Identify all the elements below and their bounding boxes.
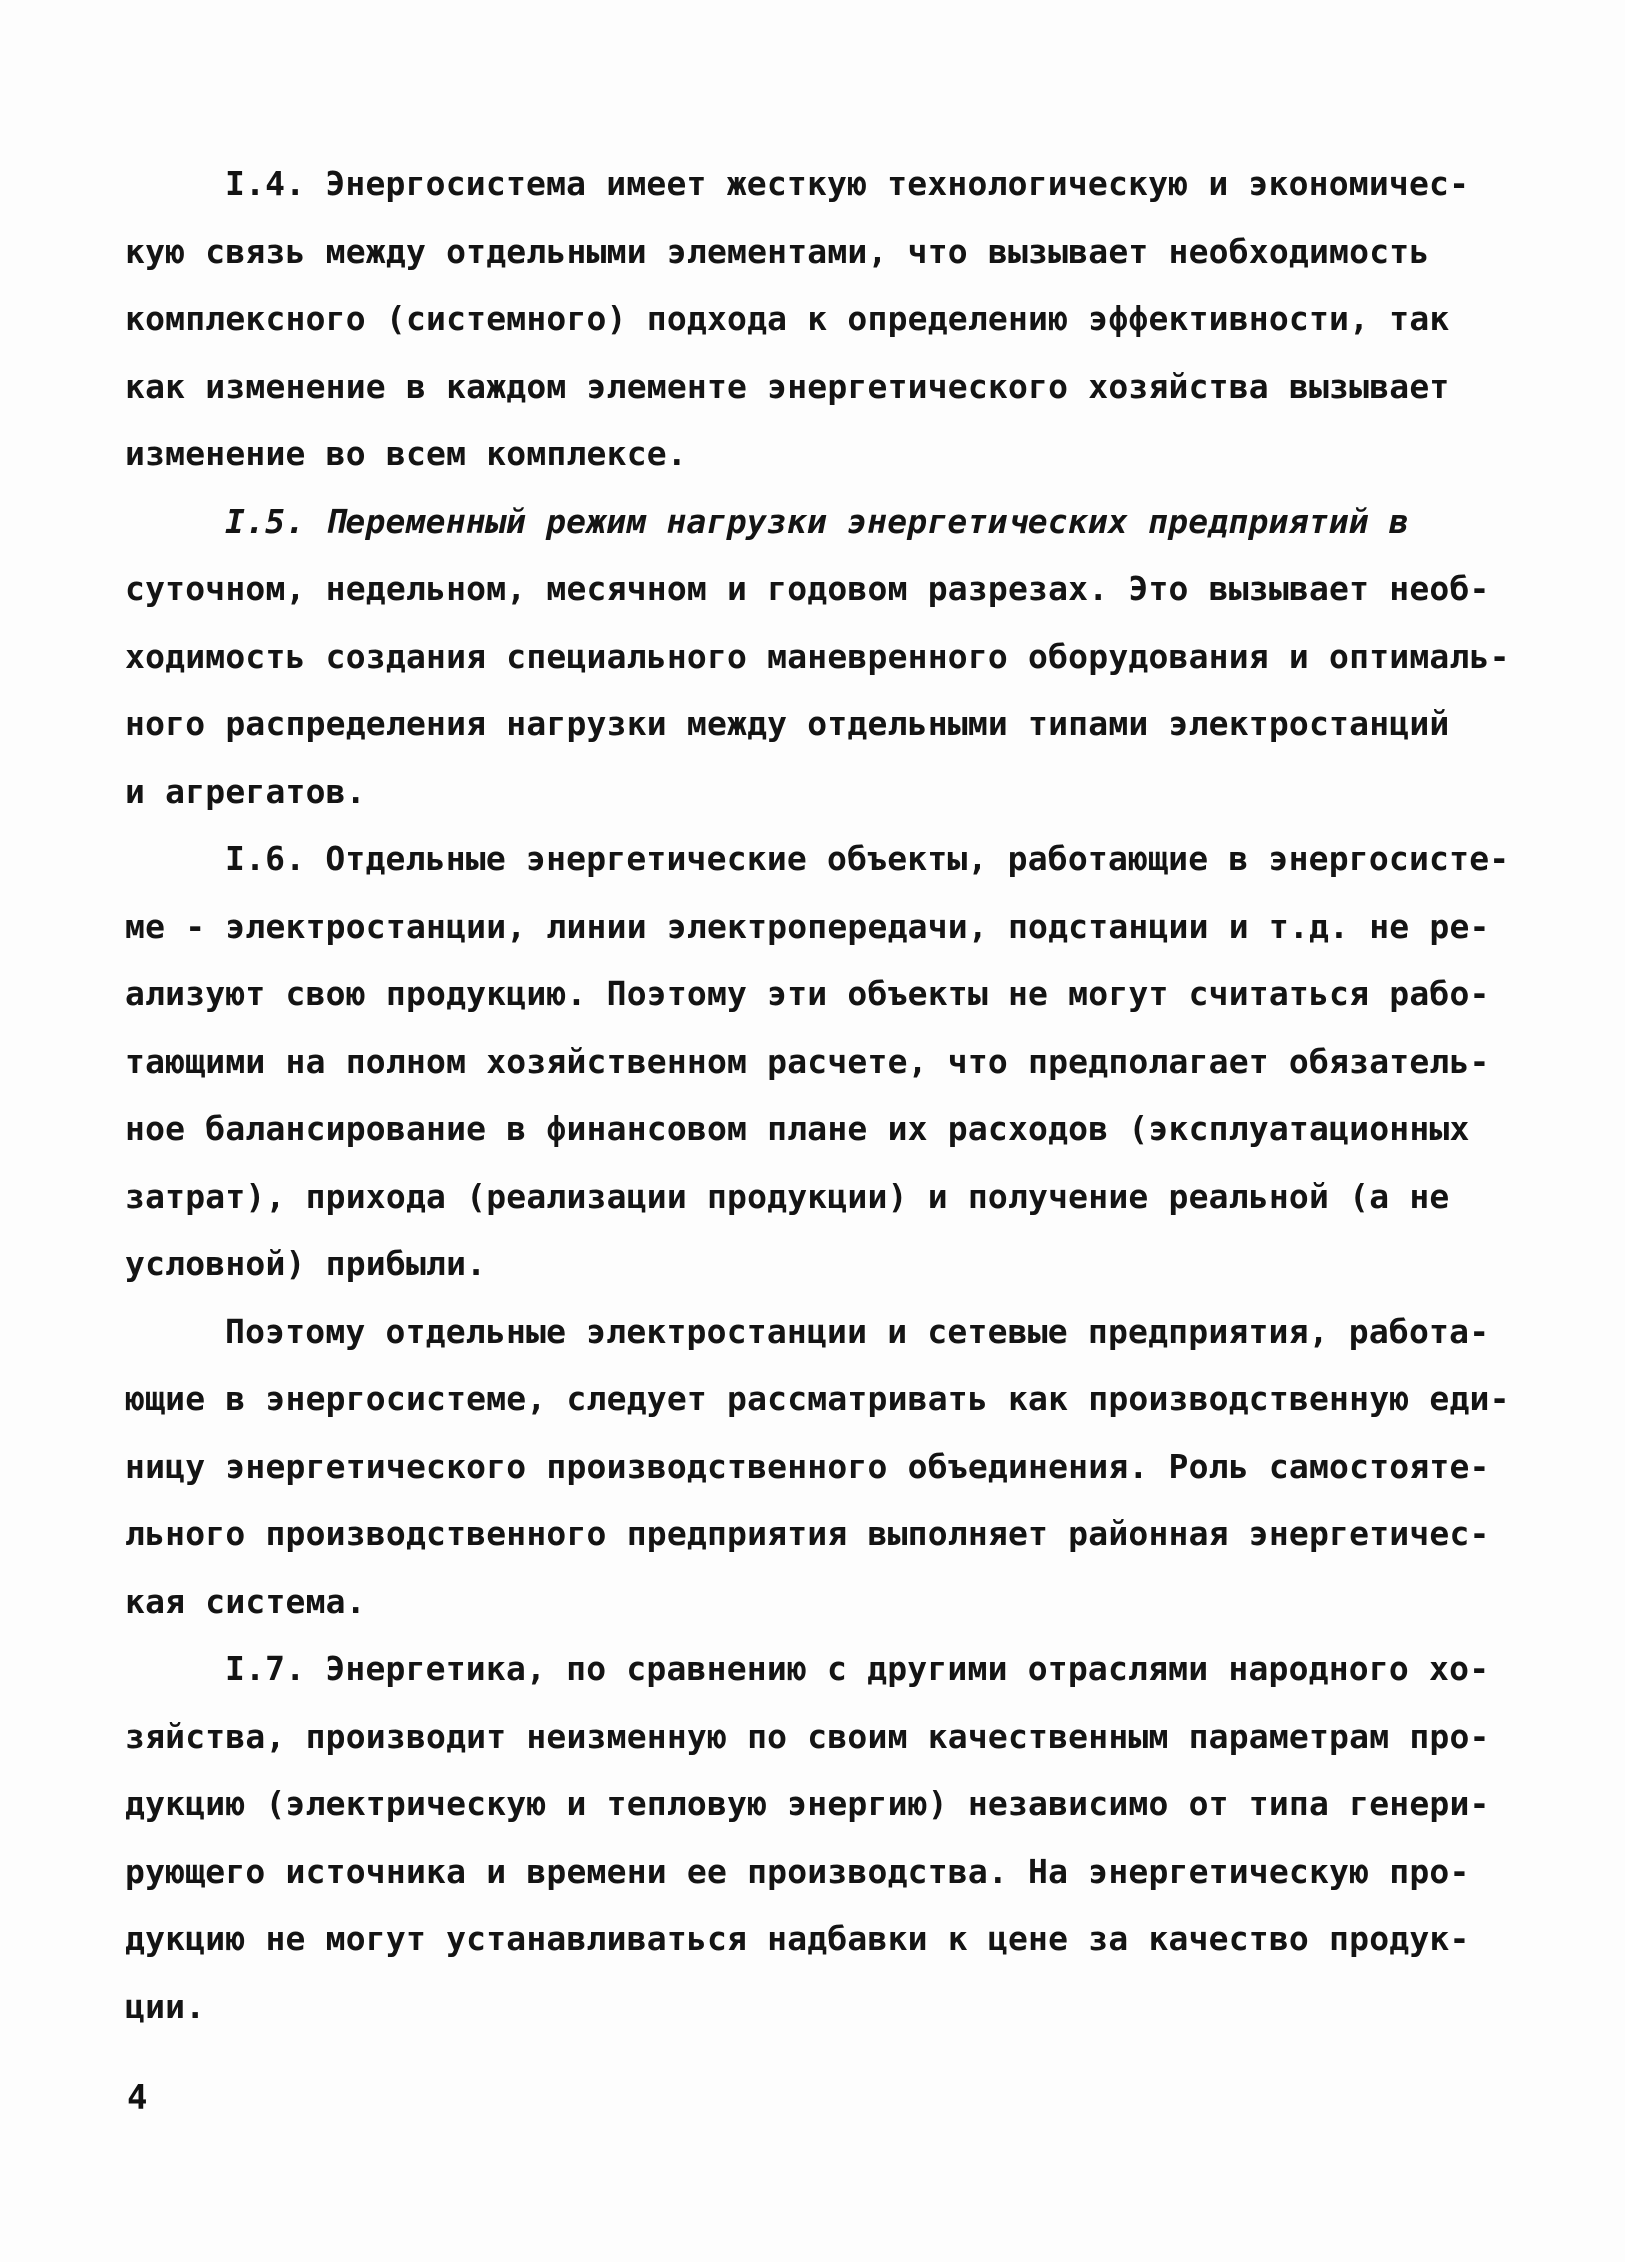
text-line: затрат), прихода (реализации продукции) и получение реальной (а не	[125, 1176, 1450, 1216]
text-line: ции.	[125, 1986, 206, 2026]
paragraph-1-7	[125, 1635, 1505, 2040]
text-line: Поэтому отдельные электростанции и сетевые предприятия, работа-	[225, 1311, 1490, 1351]
text-line: дукцию не могут устанавливаться надбавки к цене за качество продук-	[125, 1919, 1470, 1958]
text-line: I.6. Отдельные энергетические объекты, работающие в энергосисте-	[225, 839, 1510, 878]
body-text	[125, 150, 1510, 2040]
paragraph-1-5	[125, 488, 1510, 826]
text-line: льного производственного предприятия выполняет районная энергетичес-	[125, 1514, 1490, 1553]
text-line: ходимость создания специального маневренного оборудования и оптималь-	[125, 636, 1510, 676]
text-line: I.7. Энергетика, по сравнению с другими отраслями народного хо-	[225, 1649, 1490, 1688]
page-number: 4	[127, 2078, 148, 2118]
text-line: дукцию (электрическую и тепловую энергию) независимо от типа генери-	[125, 1784, 1490, 1823]
text-line: и агрегатов.	[125, 771, 366, 811]
text-line: ме - электростанции, линии электропередачи, подстанции и т.д. не ре-	[125, 906, 1490, 946]
text-line: I.4. Энергосистема имеет жесткую технологическую и экономичес-	[225, 164, 1470, 203]
text-line: ного распределения нагрузки между отдельными типами электростанций	[125, 704, 1450, 743]
text-line: кая система.	[125, 1581, 366, 1621]
text-line: I.5. Переменный режим нагрузки энергетических предприятий в	[225, 501, 1409, 541]
text-line: изменение во всем комплексе.	[125, 434, 687, 473]
paragraph-1-4	[125, 150, 1505, 488]
text-line: условной) прибыли.	[125, 1244, 487, 1283]
text-line: комплексного (системного) подхода к определению эффективности, так	[125, 299, 1450, 338]
text-line: суточном, недельном, месячном и годовом разрезах. Это вызывает необ-	[125, 569, 1490, 608]
paragraph-1-6	[125, 825, 1510, 1298]
text-line: ное балансирование в финансовом плане их расходов (эксплуатационных	[125, 1109, 1470, 1148]
text-line: ализуют свою продукцию. Поэтому эти объекты не могут считаться рабо-	[125, 974, 1490, 1013]
text-line: рующего источника и времени ее производства. На энергетическую про-	[125, 1851, 1470, 1891]
paragraph-consequence	[125, 1298, 1510, 1636]
text-line: ницу энергетического производственного объединения. Роль самостояте-	[125, 1446, 1490, 1486]
text-line: как изменение в каждом элементе энергетического хозяйства вызывает	[125, 366, 1450, 406]
text-line: кую связь между отдельными элементами, что вызывает необходимость	[125, 231, 1430, 271]
text-line: зяйства, производит неизменную по своим качественным параметрам про-	[125, 1716, 1490, 1756]
text-line: ющие в энергосистеме, следует рассматривать как производственную еди-	[125, 1379, 1510, 1418]
text-line: тающими на полном хозяйственном расчете, что предполагает обязатель-	[125, 1041, 1490, 1081]
